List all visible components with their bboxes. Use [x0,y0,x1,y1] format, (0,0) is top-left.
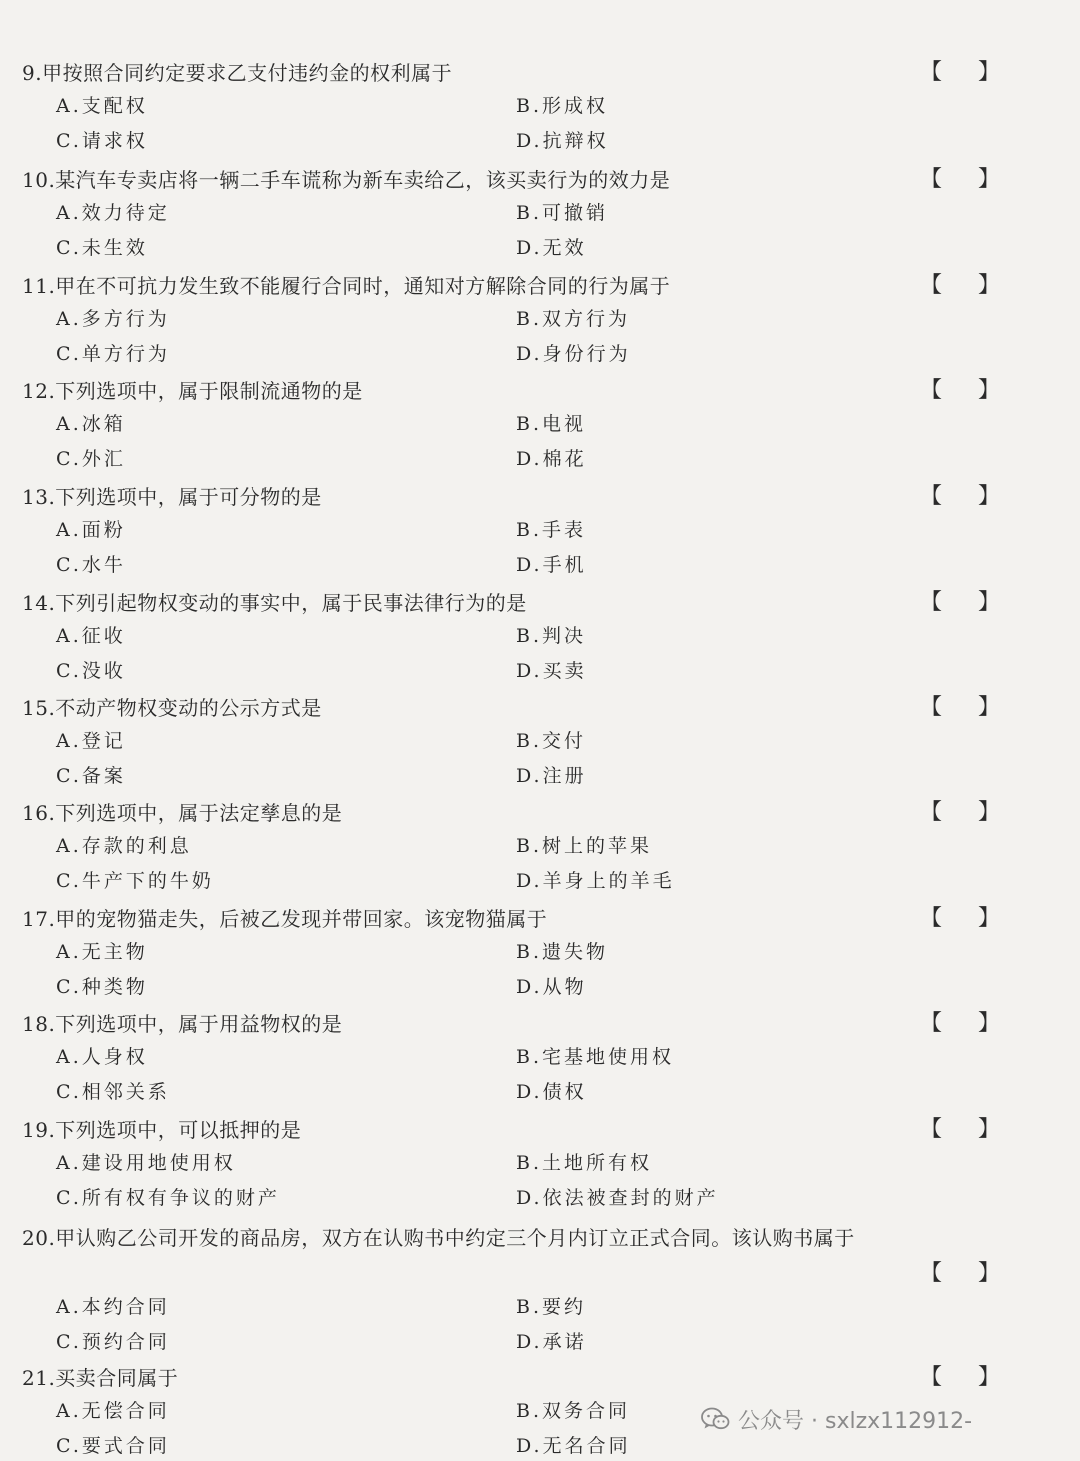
option-d: D.无名合同 [516,1435,631,1457]
option-a: A.无主物 [56,941,148,963]
option-c: C.请求权 [56,130,148,152]
question-stem: 19.下列选项中，可以抵押的是 [22,1118,302,1142]
option-b: B.形成权 [516,95,609,117]
option-a: A.建设用地使用权 [56,1152,236,1174]
question-stem: 10.某汽车专卖店将一辆二手车谎称为新车卖给乙，该买卖行为的效力是 [22,168,671,192]
option-a: A.人身权 [56,1046,148,1068]
option-b: B.双方行为 [516,308,631,330]
option-d: D.棉花 [516,448,587,470]
option-d: D.羊身上的羊毛 [516,870,675,892]
option-c: C.水牛 [56,554,126,576]
question-stem: 21.买卖合同属于 [22,1366,179,1390]
question-stem: 12.下列选项中，属于限制流通物的是 [22,379,363,403]
option-c: C.预约合同 [56,1331,170,1353]
option-d: D.债权 [516,1081,587,1103]
option-b: B.要约 [516,1296,587,1318]
option-a: A.本约合同 [56,1296,170,1318]
question-stem: 18.下列选项中，属于用益物权的是 [22,1012,343,1036]
question-stem: 15.不动产物权变动的公示方式是 [22,696,322,720]
option-a: A.无偿合同 [56,1400,170,1422]
question-stem: 13.下列选项中，属于可分物的是 [22,485,322,509]
option-c: C.备案 [56,765,126,787]
question-stem: 20.甲认购乙公司开发的商品房，双方在认购书中约定三个月内订立正式合同。该认购书属于 [22,1226,855,1250]
watermark [700,1404,972,1434]
option-d: D.身份行为 [516,343,631,365]
option-d: D.从物 [516,976,587,998]
option-a: A.效力待定 [56,202,170,224]
option-c: C.相邻关系 [56,1081,170,1103]
option-b: B.电视 [516,413,587,435]
option-d: D.无效 [516,237,587,259]
option-a: A.存款的利息 [56,835,192,857]
option-b: B.可撤销 [516,202,609,224]
option-b: B.双务合同 [516,1400,631,1422]
option-c: C.没收 [56,660,126,682]
option-c: C.牛产下的牛奶 [56,870,214,892]
watermark-text: 公众号 · sxlzx112912- [738,1408,973,1434]
option-b: B.遗失物 [516,941,609,963]
option-d: D.承诺 [516,1331,587,1353]
option-a: A.支配权 [56,95,148,117]
option-b: B.树上的苹果 [516,835,653,857]
question-stem: 17.甲的宠物猫走失，后被乙发现并带回家。该宠物猫属于 [22,907,548,931]
option-a: A.登记 [56,730,126,752]
option-c: C.要式合同 [56,1435,170,1457]
option-c: C.单方行为 [56,343,170,365]
option-a: A.面粉 [56,519,126,541]
option-d: D.依法被查封的财产 [516,1187,719,1209]
wechat-icon [700,1406,730,1432]
question-stem: 11.甲在不可抗力发生致不能履行合同时，通知对方解除合同的行为属于 [22,274,671,298]
option-b: B.判决 [516,625,587,647]
option-b: B.土地所有权 [516,1152,653,1174]
option-a: A.冰箱 [56,413,126,435]
option-c: C.未生效 [56,237,148,259]
option-a: A.多方行为 [56,308,170,330]
option-d: D.买卖 [516,660,587,682]
option-b: B.手表 [516,519,587,541]
option-b: B.宅基地使用权 [516,1046,675,1068]
question-stem: 14.下列引起物权变动的事实中，属于民事法律行为的是 [22,591,527,615]
exam-page: 9.甲按照合同约定要求乙支付违约金的权利属于 【 】 A.支配权 B.形成权 C.请求权 D.抗辩权 10.某汽车专卖店将一辆二手车谎称为新车卖给乙，该买卖行为的效力是 【 】 A.效力待定 B.可撤销 C.未生效 D.无效 11.甲在不可抗力发生致不能履行合同时，通知对方解除合同的行为属于 【 】 A.多方行为 B.双方行为 C.单方行为 D.身份行为 12.下列选项中，属于限制流通物的是 【 】 A.冰箱 B.电视 C.外汇 D.棉花 13.下列选项中，属于可分物的是 【 】 A.面粉 B.手表 C.水牛 D.手机 14.下列引起物权变动的事实中，属于民事法律行为的是 【 】 A.征收 B.判决 C.没收 D.买卖 15.不动产物权变动的公示方式是 【 】 A.登记 B.交付 C.备案 D.注册 16.下列选项中，属于法定孳息的是 【 】 A.存款的利息 B.树上的苹果 C.牛产下的牛奶 D.羊身上的羊毛 17.甲的宠物猫走失，后被乙发现并带回家。该宠物猫属于 【 】 A.无主物 B.遗失物 C.种类物 D.从物 18.下列选项中，属于用益物权的是 【 】 A.人身权 B.宅基地使用权 C.相邻关系 D.债权 19.下列选项中，可以抵押的是 【 】 A.建设用地使用权 B.土地所有权 C.所有权有争议的财产 D.依法被查封的财产 20.甲认购乙公司开发的商品房，双方在认购书中约定三个月内订立正式合同。该认购书属于 【 】 A.本约合同 B.要约 C.预约合同 D.承诺 21.买卖合同属于 【 】 A.无偿合同 B.双务合同 C.要式合同 D.无名合同 公众号 · sxlzx112912- [22,60,1001,1457]
option-d: D.抗辩权 [516,130,609,152]
option-d: D.注册 [516,765,587,787]
option-c: C.种类物 [56,976,148,998]
question-stem: 9.甲按照合同约定要求乙支付违约金的权利属于 [22,61,453,85]
option-c: C.所有权有争议的财产 [56,1187,280,1209]
question-stem: 16.下列选项中，属于法定孳息的是 [22,801,343,825]
option-c: C.外汇 [56,448,126,470]
option-d: D.手机 [516,554,587,576]
option-a: A.征收 [56,625,126,647]
option-b: B.交付 [516,730,587,752]
